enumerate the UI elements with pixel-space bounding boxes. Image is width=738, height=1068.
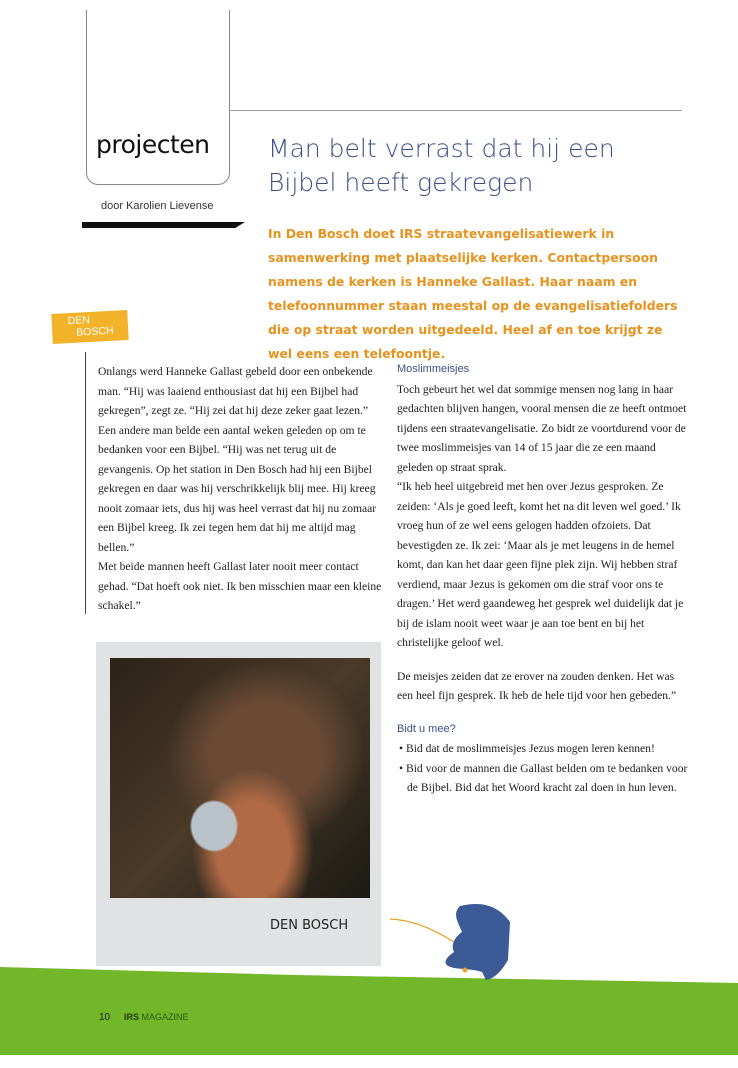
paragraph: Met beide mannen heeft Gallast later nooit meer contact gehad. “Dat hoeft ook niet. Ik ben misschien maar een kleine schakel.” (98, 560, 382, 612)
tag-line: BOSCH (75, 324, 114, 339)
column-rule (85, 352, 86, 614)
title-line: Bijbel heeft gekregen (268, 168, 534, 197)
divider (82, 222, 245, 228)
divider (230, 110, 682, 111)
left-column (98, 362, 383, 616)
prayer-list (397, 739, 692, 798)
brand: IRS (124, 1012, 140, 1022)
list-item: • Bid voor de mannen die Gallast belden om te bedanken voor de Bijbel. Bid dat het Woord kracht zal doen in hun leven. (399, 761, 688, 794)
paragraph: De meisjes zeiden dat ze erover na zouden denken. Het was een heel fijn gesprek. Ik heb de hele tijd voor hen gebeden.” (397, 669, 677, 702)
magazine-label: MAGAZINE (141, 1012, 189, 1022)
title-line: Man belt verrast dat hij een (268, 134, 615, 163)
section-label: projecten (96, 130, 210, 159)
paragraph: “Ik heb heel uitgebreid met hen over Jezus gesproken. Ze zeiden: ‘Als je goed leeft, komt het na dit leven wel goed.’ Ik vroeg hun of ze wel eens gelogen hadden ofzoiets. Dat bevestigden ze. Ik zei: ‘Maar als je met leugens in de hemel komt, dan kan het daar geen fijne plek zijn. Wij hebben straf verdiend, maar Jezus is gekomen om die straf voor ons te dragen.’ Het werd gaandeweg het gesprek wel duidelijk dat je bij de islam nooit weet waar je aan toe bent en bij het christelijke geloof wel. (397, 480, 684, 649)
subheading: Moslimmeisjes (397, 363, 470, 375)
list-item: • Bid dat de moslimmeisjes Jezus mogen leren kennen! (399, 742, 655, 755)
magazine-name (124, 1012, 189, 1022)
location-tag (51, 310, 128, 344)
netherlands-map-icon (390, 900, 738, 1000)
page-number: 10 (99, 1012, 111, 1023)
author-byline: door Karolien Lievense (101, 200, 214, 212)
article-title (268, 132, 615, 200)
lead-paragraph: In Den Bosch doet IRS straatevangelisatiewerk in samenwerking met plaatselijke kerken. Contactpersoon namens de kerken is Hanneke Gallast. Haar naam en telefoonnummer staan meestal op de evangelisatiefolders die op straat worden uitgedeeld. Heel af en toe krijgt ze wel eens een telefoontje. (268, 226, 678, 361)
photo-caption: DEN BOSCH (270, 918, 349, 933)
right-column (397, 360, 692, 798)
paragraph: Onlangs werd Hanneke Gallast gebeld door een onbekende man. “Hij was laaiend enthousiast dat hij een Bijbel had gekregen”, zegt ze. “Hij zei dat hij deze zeker gaat lezen.” (98, 365, 373, 417)
tag-line: DEN (67, 314, 91, 328)
photo-man-on-phone (110, 658, 370, 898)
paragraph: Toch gebeurt het wel dat sommige mensen nog lang in haar gedachten blijven hangen, vooral mensen die ze heeft ontmoet tijdens een straatevangelisatie. Zo bidt ze voortdurend voor de twee moslimmeisjes van 14 of 15 jaar die ze een maand geleden op straat sprak. (397, 382, 687, 474)
paragraph: Een andere man belde een aantal weken geleden op om te bedanken voor een Bijbel. “Hij was net terug uit de gevangenis. Op het station in Den Bosch had hij een Bijbel gekregen en daar was hij verschrikkelijk blij mee. Hij kreeg nooit zomaar iets, dus hij was heel verrast dat hij nu zomaar een Bijbel kreeg. Ik zei tegen hem dat hij me altijd mag bellen.” (98, 423, 377, 554)
subheading: Bidt u mee? (397, 722, 456, 735)
